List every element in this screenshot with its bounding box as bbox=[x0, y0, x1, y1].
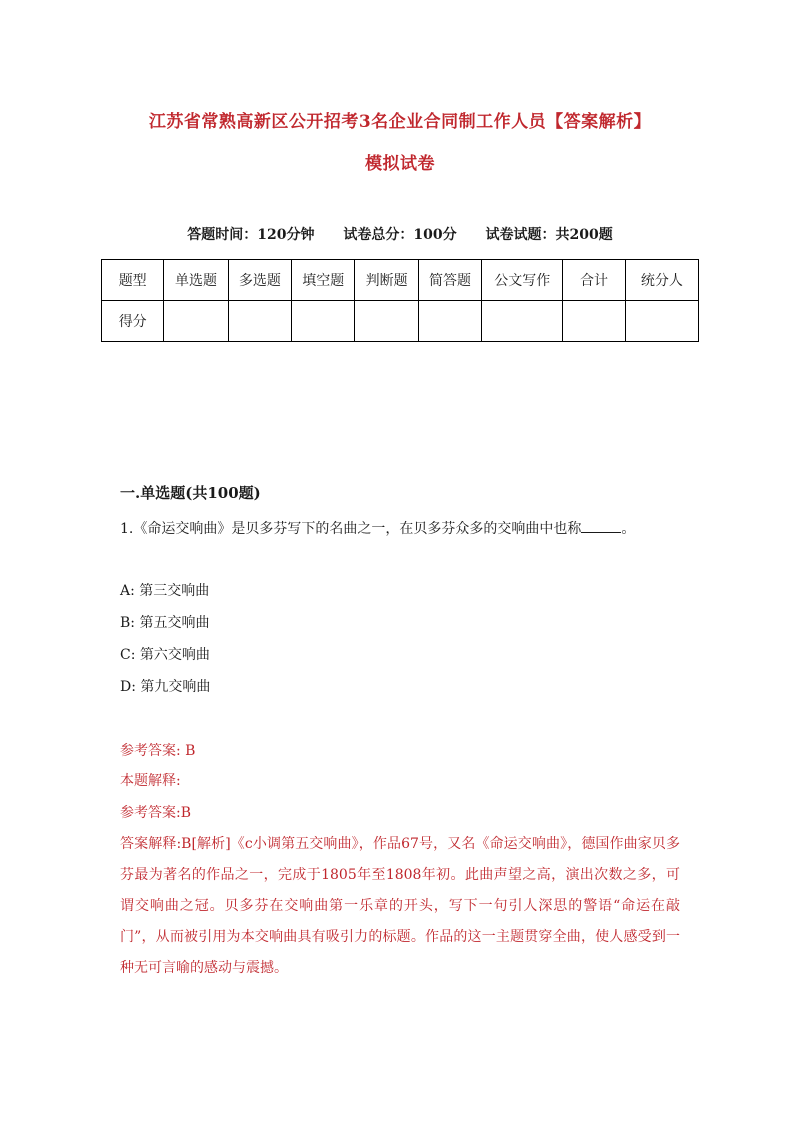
option-b: B: 第五交响曲 bbox=[120, 615, 210, 631]
score-cell bbox=[563, 301, 625, 342]
option-a: A: 第三交响曲 bbox=[120, 583, 210, 599]
score-cell bbox=[482, 301, 563, 342]
score-row-label: 得分 bbox=[102, 301, 164, 342]
header-cell-short-answer: 简答题 bbox=[418, 260, 481, 301]
answer-blank bbox=[581, 518, 621, 533]
explanation-label: 本题解释: bbox=[120, 773, 181, 789]
header-cell-total: 合计 bbox=[563, 260, 625, 301]
option-d: D: 第九交响曲 bbox=[120, 679, 211, 695]
header-cell-true-false: 判断题 bbox=[355, 260, 418, 301]
score-table bbox=[101, 259, 699, 342]
document-title: 江苏省常熟高新区公开招考3名企业合同制工作人员【答案解析】 bbox=[148, 112, 652, 132]
header-cell-type: 题型 bbox=[102, 260, 164, 301]
header-cell-multi-choice: 多选题 bbox=[228, 260, 291, 301]
score-cell bbox=[164, 301, 228, 342]
exam-total-score: 试卷总分：100分 bbox=[343, 227, 457, 243]
reference-answer-repeat: 参考答案:B bbox=[120, 805, 192, 821]
score-cell bbox=[418, 301, 481, 342]
header-cell-fill-blank: 填空题 bbox=[292, 260, 355, 301]
option-c: C: 第六交响曲 bbox=[120, 647, 210, 663]
score-cell bbox=[292, 301, 355, 342]
document-subtitle: 模拟试卷 bbox=[365, 154, 435, 174]
reference-answer: 参考答案: B bbox=[120, 743, 196, 759]
question-text-end: 。 bbox=[621, 521, 636, 537]
exam-meta bbox=[0, 224, 800, 244]
score-table-score-row bbox=[102, 301, 699, 342]
header-cell-single-choice: 单选题 bbox=[164, 260, 228, 301]
question-text: 1.《命运交响曲》是贝多芬写下的名曲之一，在贝多芬众多的交响曲中也称 bbox=[120, 521, 582, 537]
answer-explanation: 答案解释:B[解析]《c小调第五交响曲》，作品67号，又名《命运交响曲》，德国作曲家贝多芬最为著名的作品之一，完成于1805年至1808年初。此曲声望之高，演出次数之多，可谓交响曲之冠。贝多芬在交响曲第一乐章的开头，写下一句引人深思的警语“命运在敲门”，从而被引用为本交响曲具有吸引力的标题。作品的这一主题贯穿全曲，使人感受到一种无可言喻的感动与震撼。 bbox=[120, 836, 680, 976]
score-table-header-row bbox=[102, 260, 699, 301]
score-cell bbox=[625, 301, 698, 342]
header-cell-official-writing: 公文写作 bbox=[482, 260, 563, 301]
score-cell bbox=[355, 301, 418, 342]
header-cell-scorer: 统分人 bbox=[625, 260, 698, 301]
exam-question-count: 试卷试题：共200题 bbox=[485, 227, 613, 243]
exam-time: 答题时间：120分钟 bbox=[187, 227, 315, 243]
question-stem bbox=[120, 517, 680, 542]
score-cell bbox=[228, 301, 291, 342]
section-heading: 一.单选题(共100题) bbox=[120, 484, 261, 502]
